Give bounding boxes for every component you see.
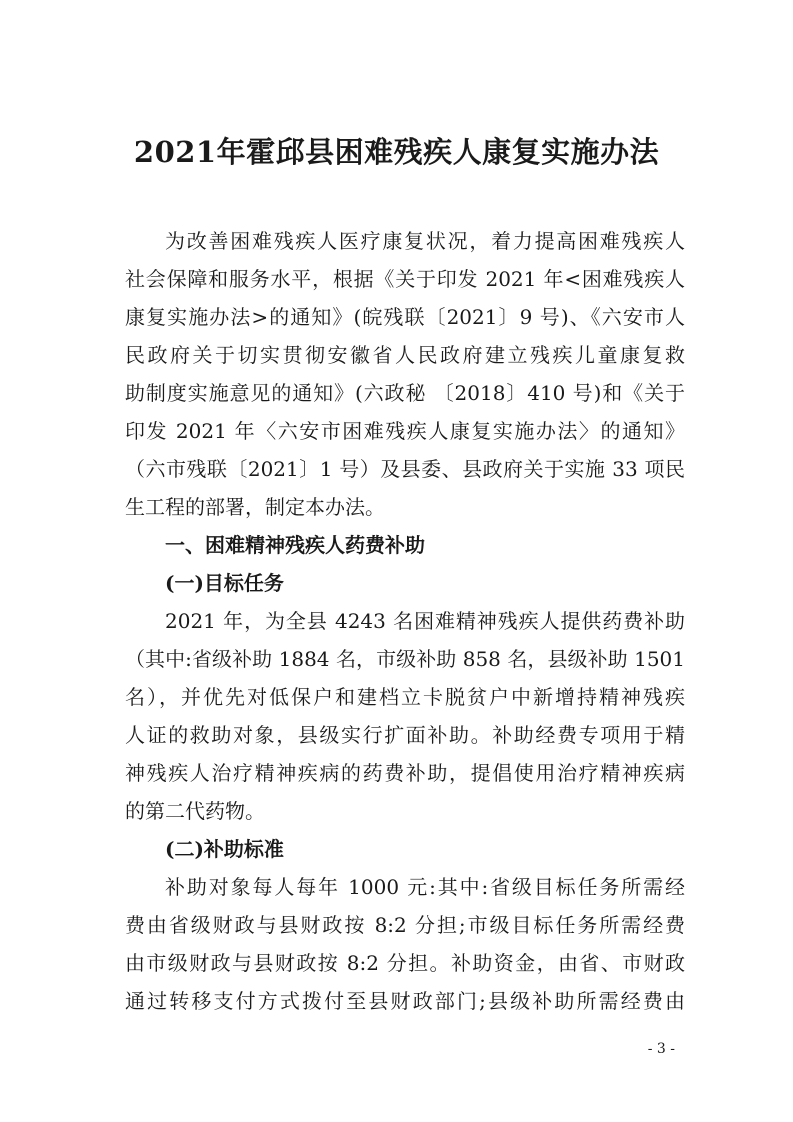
intro-line-6: 印发 2021 年〈六安市困难残疾人康复实施办法〉的通知》 <box>125 419 685 443</box>
section-heading: 一、困难精神残疾人药费补助 <box>165 533 425 557</box>
targets-line-3: 名），并优先对低保户和建档立卡脱贫户中新增持精神残疾 <box>125 685 685 709</box>
subsection-heading-targets: (一)目标任务 <box>165 571 284 595</box>
standards-line-2: 费由省级财政与县财政按 8:2 分担;市级目标任务所需经费 <box>125 913 685 937</box>
intro-line-2: 社会保障和服务水平，根据《关于印发 2021 年<困难残疾人 <box>125 267 685 291</box>
targets-line-4: 人证的救助对象，县级实行扩面补助。补助经费专项用于精 <box>125 723 685 747</box>
targets-line-5: 神残疾人治疗精神疾病的药费补助，提倡使用治疗精神疾病 <box>125 761 685 785</box>
intro-line-1: 为改善困难残疾人医疗康复状况，着力提高困难残疾人 <box>165 229 685 253</box>
intro-line-4: 民政府关于切实贯彻安徽省人民政府建立残疾儿童康复救 <box>125 343 685 367</box>
targets-line-1: 2021 年，为全县 4243 名困难精神残疾人提供药费补助 <box>165 609 685 633</box>
standards-line-3: 由市级财政与县财政按 8:2 分担。补助资金，由省、市财政 <box>125 951 685 975</box>
targets-line-2: （其中:省级补助 1884 名，市级补助 858 名，县级补助 1501 <box>125 647 685 671</box>
subsection-heading-standards: (二)补助标准 <box>165 837 284 861</box>
targets-line-6: 的第二代药物。 <box>125 799 265 823</box>
page-number: - 3 - <box>647 1041 675 1057</box>
standards-line-1: 补助对象每人每年 1000 元:其中:省级目标任务所需经 <box>165 875 685 899</box>
intro-line-3: 康复实施办法>的通知》(皖残联〔2021〕9 号)、《六安市人 <box>125 305 685 329</box>
intro-line-8: 生工程的部署，制定本办法。 <box>125 495 385 519</box>
intro-line-7: （六市残联〔2021〕1 号）及县委、县政府关于实施 33 项民 <box>125 457 685 481</box>
document-title: 2021年霍邱县困难残疾人康复实施办法 <box>133 135 660 169</box>
standards-line-4: 通过转移支付方式拨付至县财政部门;县级补助所需经费由 <box>125 989 685 1013</box>
intro-line-5: 助制度实施意见的通知》(六政秘 〔2018〕410 号)和《关于 <box>125 381 685 405</box>
